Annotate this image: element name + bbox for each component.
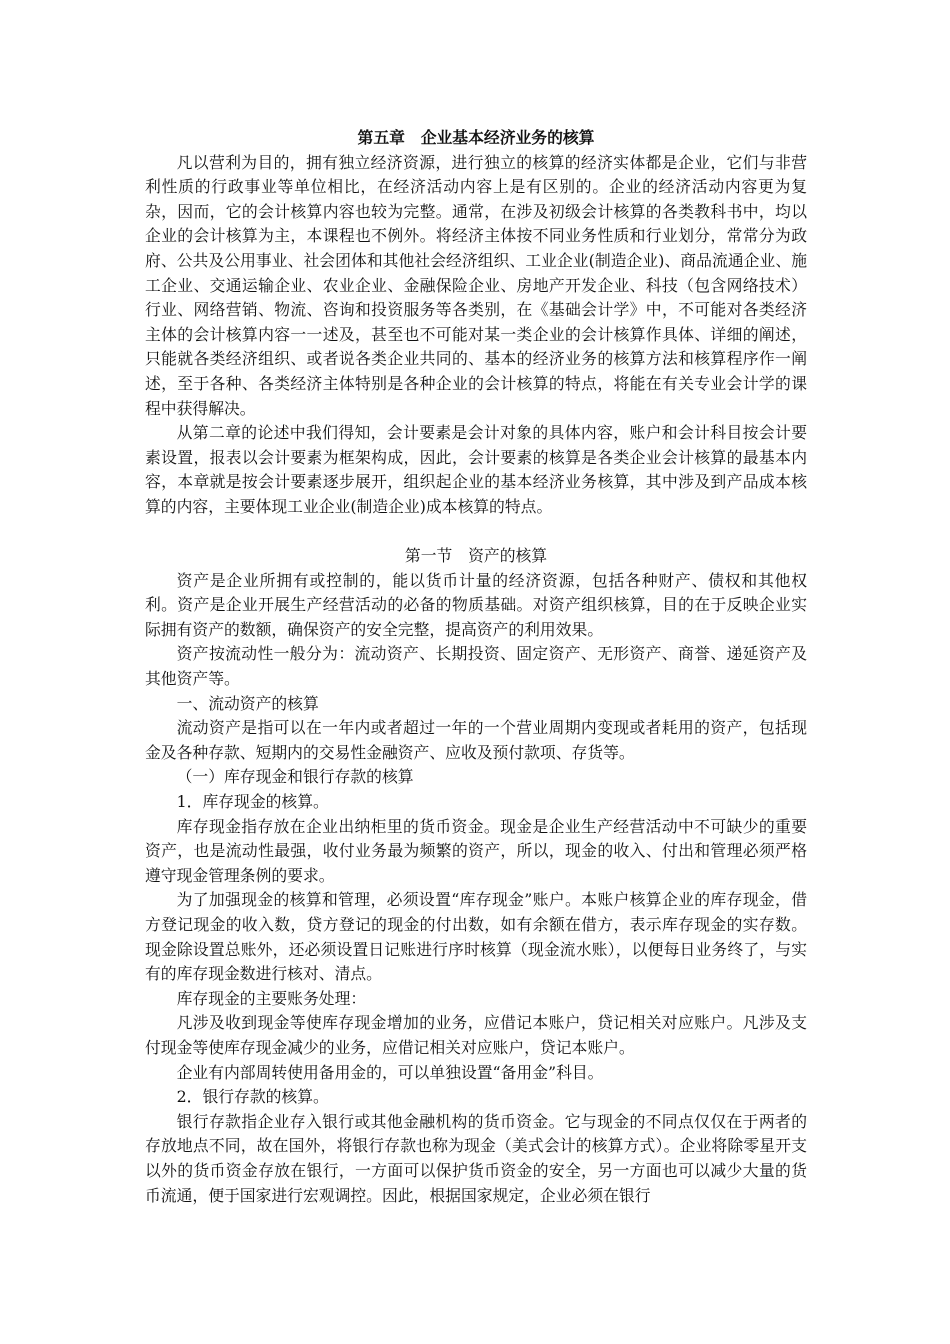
body-paragraph: 为了加强现金的核算和管理，必须设置“库存现金”账户。本账户核算企业的库存现金，借方登记现金的收入数，贷方登记的现金的付出数，如有余额在借方，表示库存现金的实存数。现金除设置总账外，还必须设置日记账进行序时核算（现金流水账），以便每日业务终了，与实有的库存现金数进行核对、清点。 [145,890,807,984]
body-paragraph: 企业有内部周转使用备用金的，可以单独设置“备用金”科目。 [176,1062,604,1082]
body-paragraph: 流动资产是指可以在一年内或者超过一年的一个营业周期内变现或者耗用的资产，包括现金及各种存款、短期内的交易性金融资产、应收及预付款项、存货等。 [145,718,807,762]
body-paragraph: 银行存款指企业存入银行或其他金融机构的货币资金。它与现金的不同点仅仅在于两者的存放地点不同，故在国外，将银行存款也称为现金（美式会计的核算方式）。企业将除零星开支以外的货币资金存放在银行，一方面可以保护货币资金的安全，另一方面也可以减少大量的货币流通，便于国家进行宏观调控。因此，根据国家规定，企业必须在银行 [145,1111,807,1205]
body-paragraph: 库存现金的主要账务处理： [176,988,367,1008]
chapter-title: 第五章 企业基本经济业务的核算 [357,128,595,147]
subsection-heading: 1．库存现金的核算。 [176,792,329,812]
body-paragraph: 资产是企业所拥有或控制的，能以货币计量的经济资源，包括各种财产、债权和其他权利。资产是企业开展生产经营活动的必备的物质基础。对资产组织核算，目的在于反映企业实际拥有资产的数额，确保资产的安全完整，提高资产的利用效果。 [145,570,807,639]
body-paragraph: 凡涉及收到现金等使库存现金增加的业务，应借记本账户，贷记相关对应账户。凡涉及支付现金等使库存现金减少的业务，应借记相关对应账户，贷记本账户。 [145,1013,807,1057]
subsection-heading: （一）库存现金和银行存款的核算 [176,767,414,787]
subsection-heading: 一、流动资产的核算 [176,693,319,713]
section-title: 第一节 资产的核算 [404,546,548,566]
body-paragraph: 库存现金指存放在企业出纳柜里的货币资金。现金是企业生产经营活动中不可缺少的重要资产，也是流动性最强，收付业务最为频繁的资产，所以，现金的收入、付出和管理必须严格遵守现金管理条例的要求。 [145,816,807,885]
document-page [145,126,807,1208]
intro-paragraph-2: 从第二章的论述中我们得知，会计要素是会计对象的具体内容，账户和会计科目按会计要素设置，报表以会计要素为框架构成，因此，会计要素的核算是各类企业会计核算的最基本内容，本章就是按会计要素逐步展开，组织起企业的基本经济业务核算，其中涉及到产品成本核算的内容，主要体现工业企业(制造企业)成本核算的特点。 [145,423,807,516]
blank-line [145,520,807,545]
subsection-heading: 2．银行存款的核算。 [176,1087,329,1107]
intro-paragraph-1: 凡以营利为目的，拥有独立经济资源，进行独立的核算的经济实体都是企业，它们与非营利性质的行政事业等单位相比，在经济活动内容上是有区别的。企业的经济活动内容更为复杂，因而，它的会计核算内容也较为完整。通常，在涉及初级会计核算的各类教科书中，均以企业的会计核算为主，本课程也不例外。将经济主体按不同业务性质和行业划分，常常分为政府、公共及公用事业、社会团体和其他社会经济组织、工业企业(制造企业)、商品流通企业、施工企业、交通运输企业、农业企业、金融保险企业、房地产开发企业、科技（包含网络技术）行业、网络营销、物流、咨询和投资服务等各类别，在《基础会计学》中，不可能对各类经济主体的会计核算内容一一述及，甚至也不可能对某一类企业的会计核算作具体、详细的阐述，只能就各类经济组织、或者说各类企业共同的、基本的经济业务的核算方法和核算程序作一阐述，至于各种、各类经济主体特别是各种企业的会计核算的特点，将能在有关专业会计学的课程中获得解决。 [145,152,807,418]
body-paragraph: 资产按流动性一般分为：流动资产、长期投资、固定资产、无形资产、商誉、递延资产及其他资产等。 [145,644,807,689]
